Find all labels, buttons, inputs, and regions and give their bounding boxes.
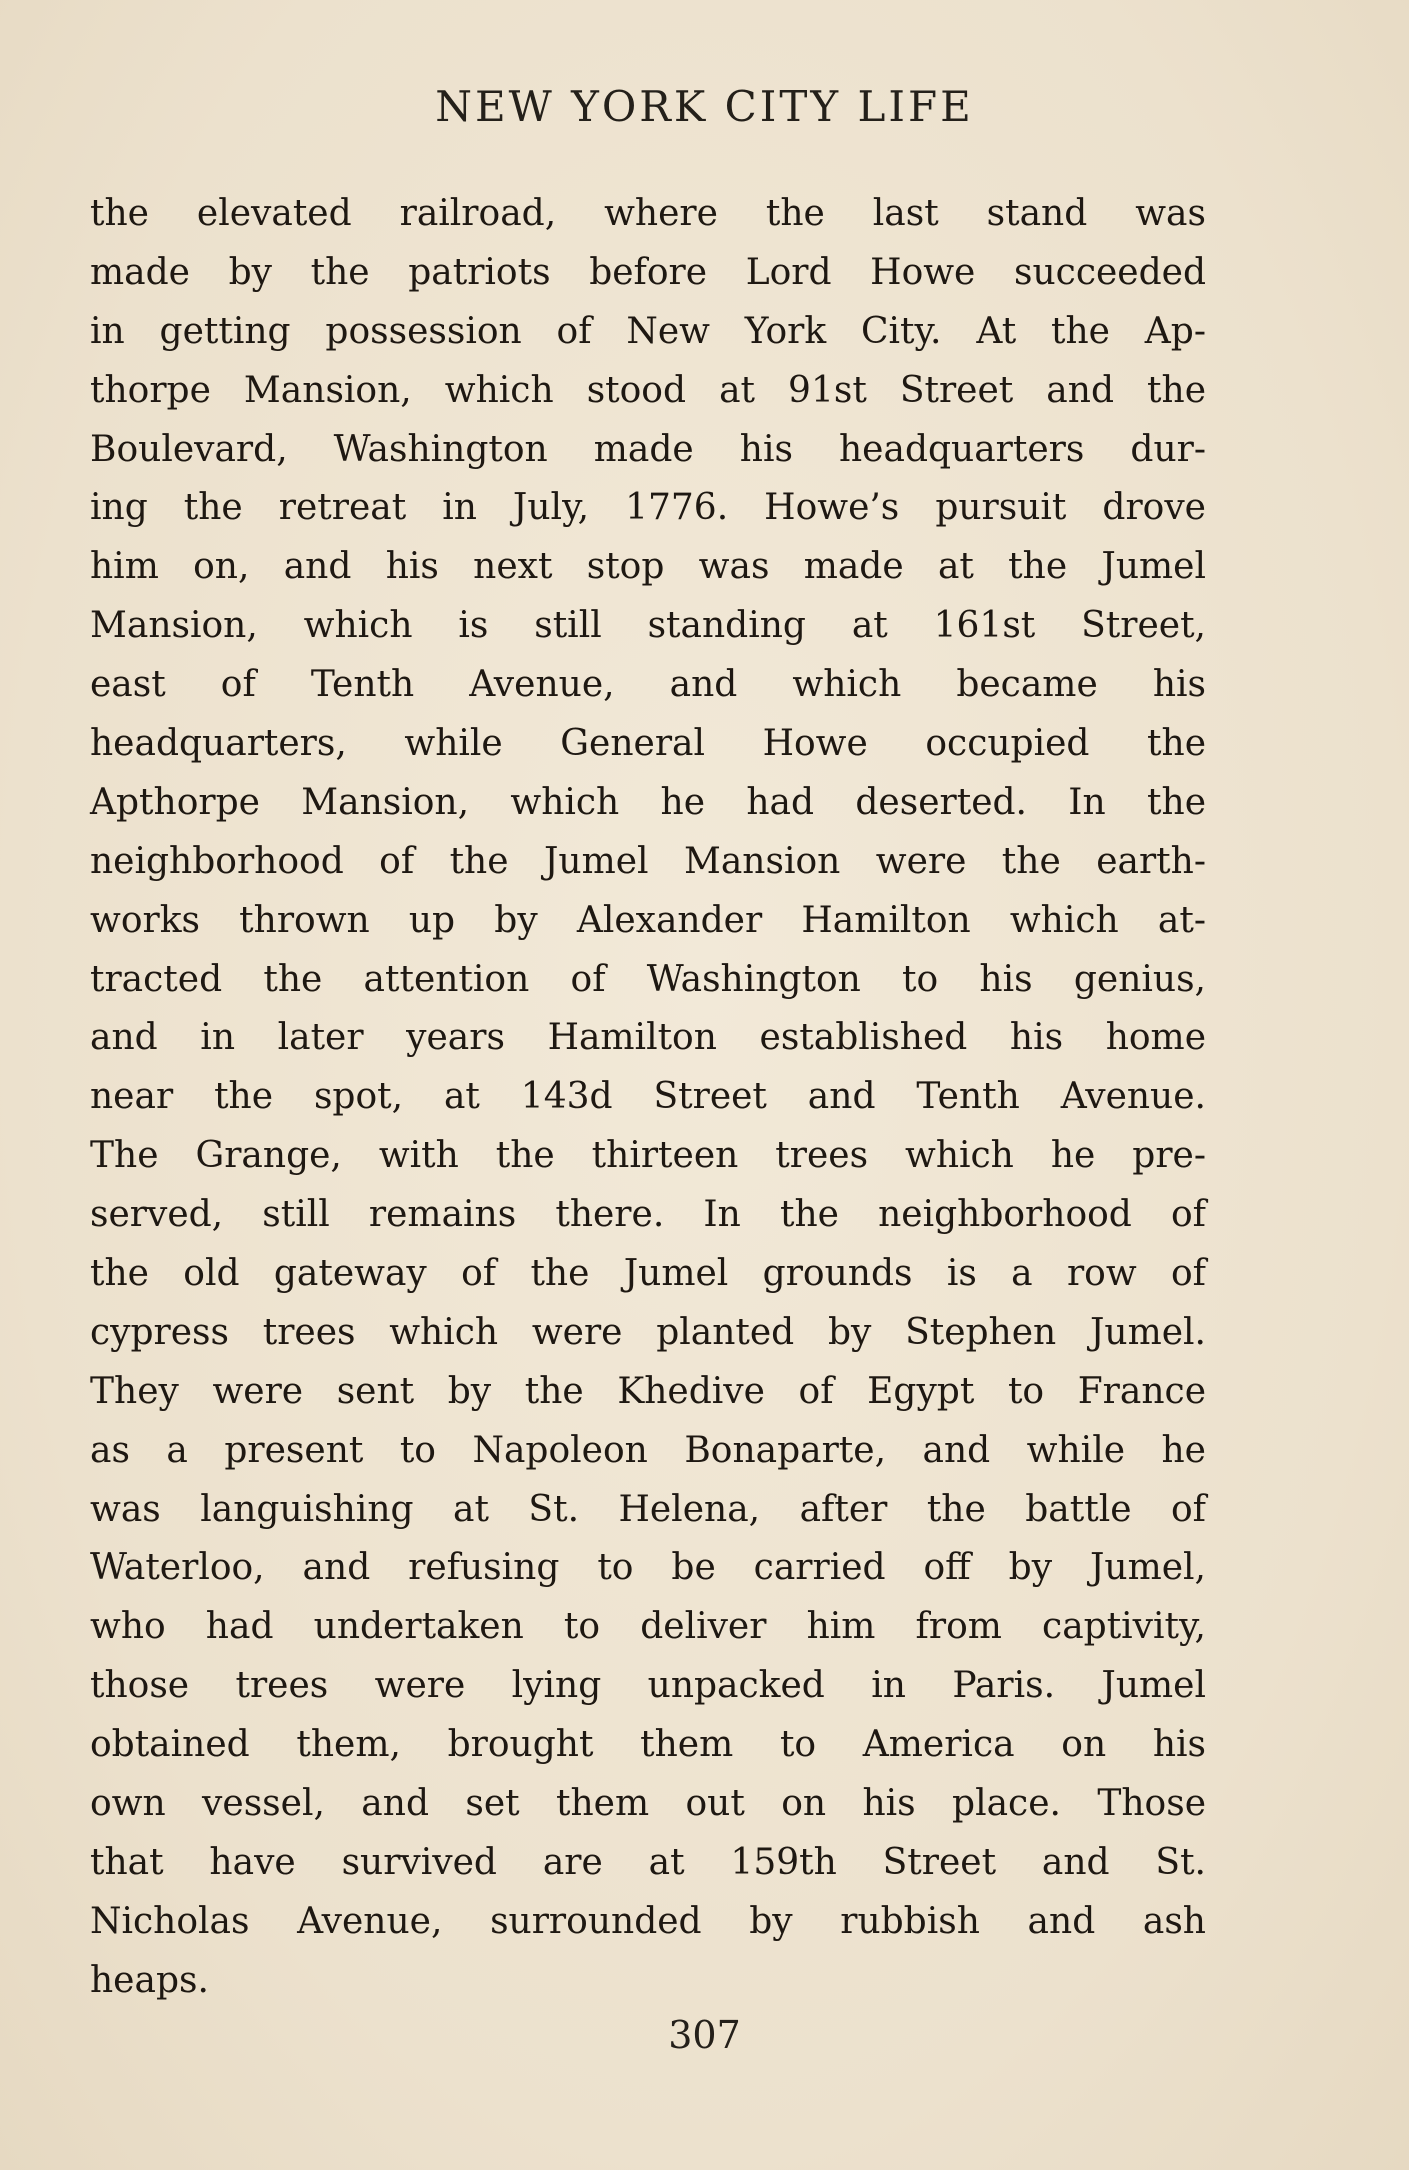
text-line: headquarters, while General Howe occupied the — [90, 723, 1206, 765]
text-line: own vessel, and set them out on his place. Those — [90, 1783, 1206, 1825]
text-line: as a present to Napoleon Bonaparte, and while he — [90, 1429, 1206, 1471]
text-line: near the spot, at 143d Street and Tenth Avenue. — [90, 1076, 1206, 1118]
text-line: east of Tenth Avenue, and which became his — [90, 664, 1206, 706]
text-line: the elevated railroad, where the last stand was — [90, 193, 1206, 234]
text-line: Nicholas Avenue, surrounded by rubbish and ash — [90, 1900, 1206, 1942]
text-line: thorpe Mansion, which stood at 91st Street and the — [90, 369, 1206, 411]
text-line: and in later years Hamilton established his home — [90, 1017, 1206, 1059]
text-line: works thrown up by Alexander Hamilton which at- — [90, 899, 1206, 941]
text-line: served, still remains there. In the neighborhood of — [90, 1194, 1206, 1236]
page-number: 307 — [668, 2013, 741, 2057]
text-line: Apthorpe Mansion, which he had deserted. In the — [90, 781, 1206, 823]
text-line: Mansion, which is still standing at 161st Street, — [90, 605, 1206, 647]
text-line: cypress trees which were planted by Stephen Jumel. — [90, 1311, 1206, 1353]
text-line: who had undertaken to deliver him from captivity, — [90, 1606, 1206, 1648]
text-line: Waterloo, and refusing to be carried off by Jumel, — [90, 1547, 1206, 1589]
text-line: ing the retreat in July, 1776. Howe’s pursuit drove — [90, 487, 1206, 529]
text-line: tracted the attention of Washington to his genius, — [90, 958, 1206, 1000]
text-line: heaps. — [90, 1959, 209, 2001]
text-line: The Grange, with the thirteen trees which he pre- — [90, 1135, 1206, 1177]
text-line: obtained them, brought them to America on his — [90, 1724, 1206, 1766]
body-text — [90, 185, 1206, 2011]
text-line: that have survived are at 159th Street and St. — [90, 1841, 1206, 1883]
text-line: those trees were lying unpacked in Paris. Jumel — [90, 1665, 1206, 1707]
text-line: in getting possession of New York City. At the Ap- — [90, 310, 1206, 352]
text-line: They were sent by the Khedive of Egypt to France — [90, 1370, 1206, 1412]
text-line: Boulevard, Washington made his headquarters dur- — [90, 428, 1206, 470]
text-line: neighborhood of the Jumel Mansion were the earth- — [90, 840, 1206, 882]
running-head: NEW YORK CITY LIFE — [435, 82, 974, 131]
text-line: was languishing at St. Helena, after the battle of — [90, 1488, 1206, 1530]
text-line: him on, and his next stop was made at the Jumel — [90, 546, 1206, 588]
text-line: made by the patriots before Lord Howe succeeded — [90, 251, 1206, 293]
text-line: the old gateway of the Jumel grounds is a row of — [90, 1253, 1206, 1295]
